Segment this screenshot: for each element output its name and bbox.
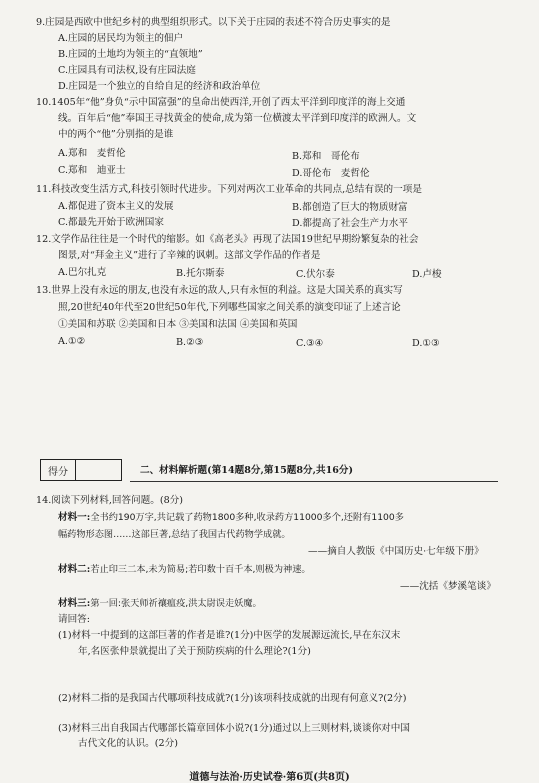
material-3-label: 材料三: — [58, 598, 91, 609]
q14-material-2 — [58, 563, 311, 576]
q13-items: ①美国和苏联 ②美国和日本 ③美国和法国 ④美国和英国 — [58, 319, 298, 330]
q11-option-b: B.都创造了巨大的物质财富 — [292, 202, 408, 213]
q13-option-c: C.③④ — [296, 338, 324, 349]
q10-stem-3: 中的两个“他”分别指的是谁 — [58, 129, 174, 140]
q13-option-d: D.①③ — [412, 338, 440, 349]
q14-sub1-line1: (1)材料一中提到的这部巨著的作者是谁?(1分)中医学的发展源远流长,早在东汉末 — [58, 630, 401, 641]
score-label: 得分 — [41, 460, 76, 480]
q9-option-a: A.庄园的居民均为领主的佃户 — [58, 33, 184, 44]
q9-option-c: C.庄园具有司法权,设有庄园法庭 — [58, 65, 196, 76]
q12-stem-1: 12.文学作品往往是一个时代的缩影。如《高老头》再现了法国19世纪早期纷繁复杂的社会 — [36, 234, 419, 245]
q10-option-a: A.郑和 麦哲伦 — [58, 148, 126, 159]
q14-sub3-line1: (3)材料三出自我国古代哪部长篇章回体小说?(1分)通过以上三则材料,谈谈你对中国 — [58, 723, 410, 734]
q11-option-a: A.都促进了资本主义的发展 — [58, 201, 174, 212]
q11-option-d: D.都提高了社会生产力水平 — [292, 218, 408, 229]
material-1-text-2: 幅药物形态图……这部巨著,总结了我国古代药物学成就。 — [58, 529, 291, 540]
score-box — [40, 459, 122, 481]
ask-label: 请回答: — [58, 614, 91, 625]
q14-stem: 14.阅读下列材料,回答问题。(8分) — [36, 495, 184, 506]
q12-option-a: A.巴尔扎克 — [58, 267, 107, 278]
q14-sub2: (2)材料二指的是我国古代哪项科技成就?(1分)该项科技成就的出现有何意义?(2分) — [58, 693, 407, 704]
q13-stem-1: 13.世界上没有永远的朋友,也没有永远的敌人,只有永恒的利益。这是大国关系的真实写 — [36, 285, 403, 296]
q13-stem-2: 照,20世纪40年代至20世纪50年代,下列哪些国家之间关系的演变印证了上述言论 — [58, 302, 401, 313]
q14-material-1 — [58, 511, 404, 524]
q14-sub3-line2: 古代文化的认识。(2分) — [78, 738, 178, 749]
material-1-label: 材料一: — [58, 512, 91, 523]
q9-option-b: B.庄园的土地均为领主的“直领地” — [58, 49, 203, 60]
q12-stem-2: 图景,对“拜金主义”进行了辛辣的讽刺。这部文学作品的作者是 — [58, 250, 321, 261]
q10-option-c: C.郑和 迪亚士 — [58, 165, 126, 176]
q12-option-b: B.托尔斯泰 — [176, 268, 225, 279]
q9-option-d: D.庄园是一个独立的自给自足的经济和政治单位 — [58, 81, 261, 92]
q11-option-c: C.都最先开始于欧洲国家 — [58, 217, 164, 228]
q13-option-b: B.②③ — [176, 337, 204, 348]
section-title: 二、材料解析题(第14题8分,第15题8分,共16分) — [140, 465, 354, 476]
q13-option-a: A.①② — [58, 336, 86, 347]
material-2-text: 若止印三二本,未为简易;若印数十百千本,则极为神速。 — [90, 564, 311, 575]
q14-material-3 — [58, 597, 262, 610]
q12-option-d: D.卢梭 — [412, 269, 442, 280]
q10-option-d: D.哥伦布 麦哲伦 — [292, 168, 370, 179]
page-footer: 道德与法治·历史试卷·第6页(共8页) — [189, 772, 350, 783]
material-1-source: ——摘自人教版《中国历史·七年级下册》 — [308, 546, 484, 557]
q10-stem-2: 线。百年后“他”奉国王寻找黄金的使命,成为第一位横渡太平洋到印度洋的欧洲人。文 — [58, 113, 417, 124]
q10-option-b: B.郑和 哥伦布 — [292, 151, 360, 162]
section-divider — [130, 481, 498, 482]
material-2-source: ——沈括《梦溪笔谈》 — [400, 581, 496, 592]
score-blank — [76, 460, 121, 480]
q14-sub1-line2: 年,名医张仲景就提出了关于预防疾病的什么理论?(1分) — [78, 646, 311, 657]
material-2-label: 材料二: — [58, 564, 91, 575]
material-1-text: 全书约190万字,共记载了药物1800多种,收录药方11000多个,还附有1100多 — [90, 512, 404, 523]
material-3-text: 第一回:张天师祈禳瘟疫,洪太尉误走妖魔。 — [90, 598, 262, 609]
q9-stem: 9.庄园是西欧中世纪乡村的典型组织形式。以下关于庄园的表述不符合历史事实的是 — [36, 17, 391, 28]
q12-option-c: C.伏尔泰 — [296, 269, 335, 280]
q11-stem: 11.科技改变生活方式,科技引领时代进步。下列对两次工业革命的共同点,总结有误的一项是 — [36, 184, 422, 195]
q10-stem-1: 10.1405年“他”身负“示中国富强”的皇命出使西洋,开创了西太平洋到印度洋的海上交通 — [36, 97, 406, 108]
